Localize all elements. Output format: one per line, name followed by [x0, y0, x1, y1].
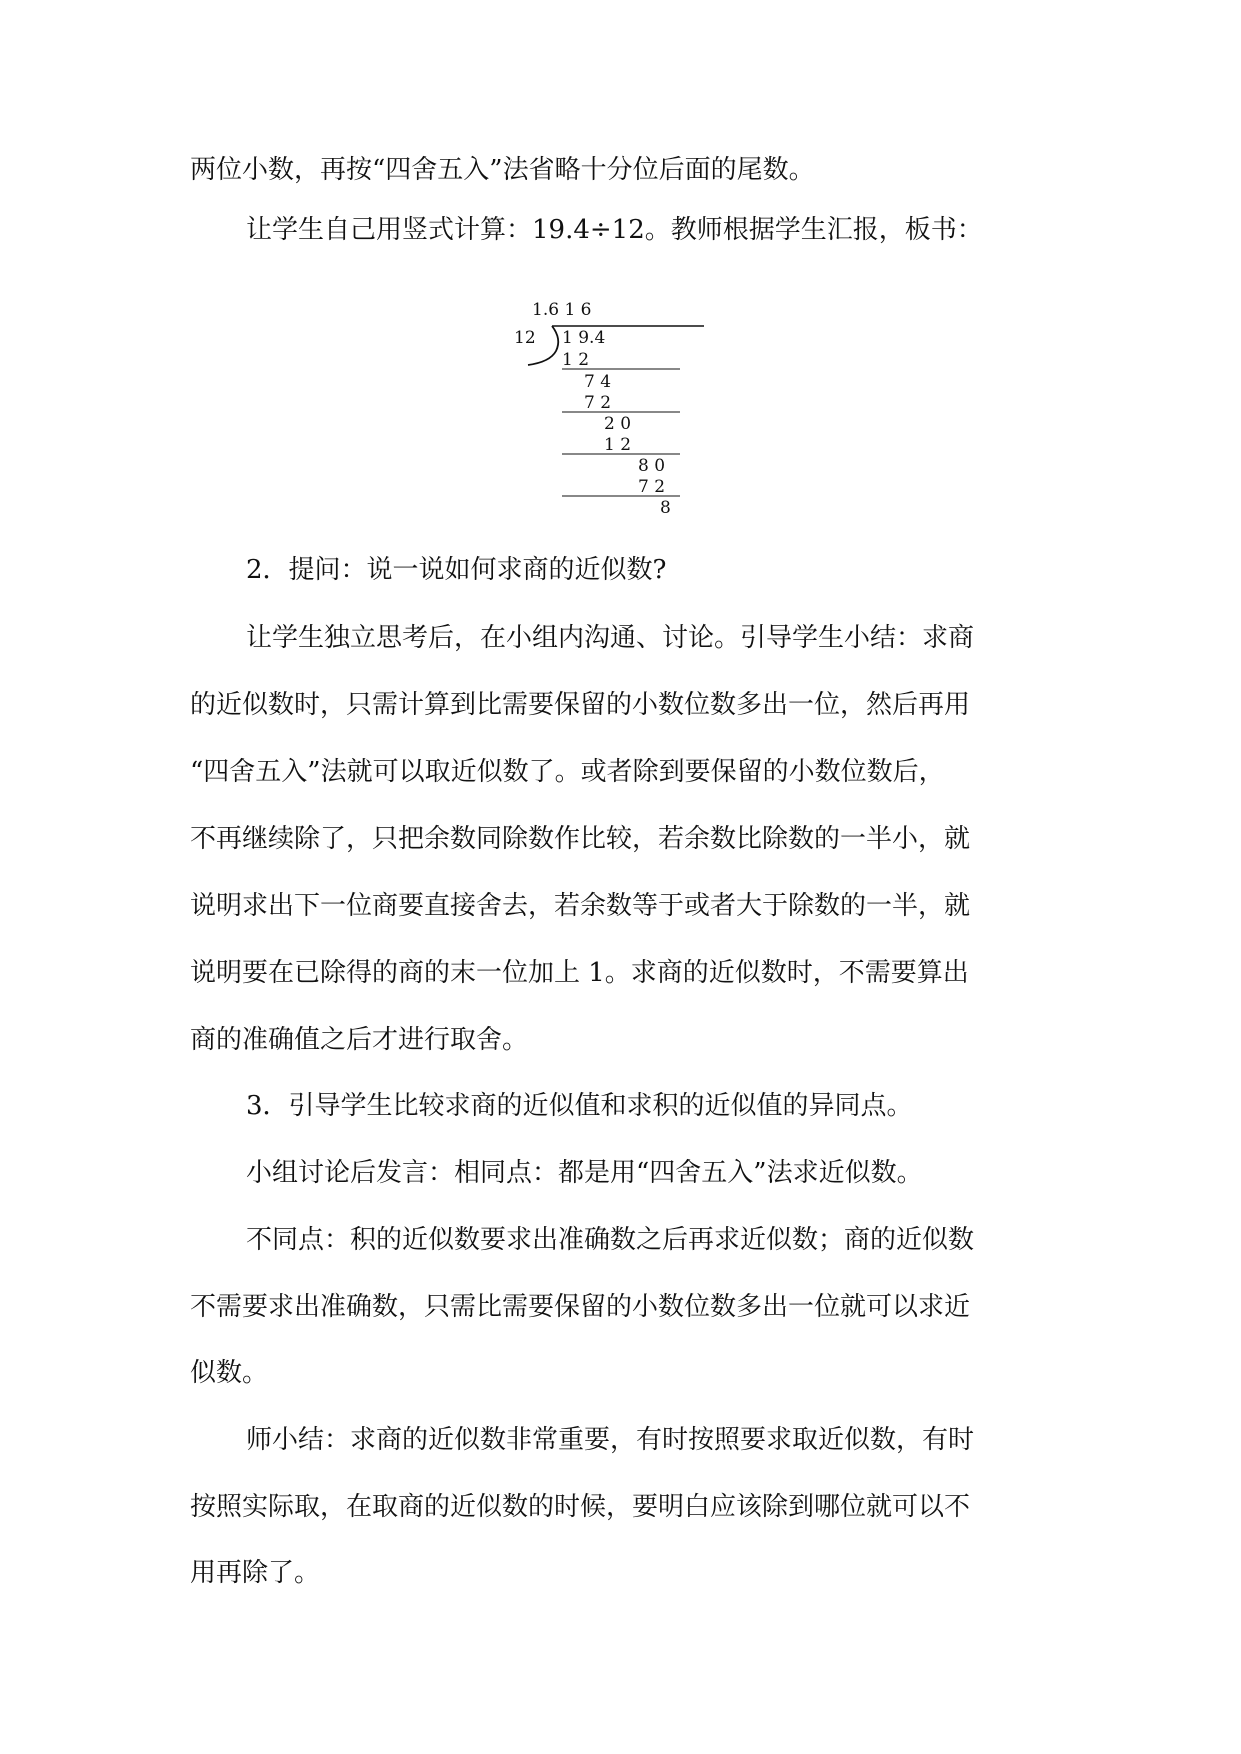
division-step-3: 7 2 [584, 393, 612, 413]
text-line-6: “四舍五入”法就可以取近似数了。或者除到要保留的小数位数后， [190, 757, 945, 787]
text-line-15: 似数。 [190, 1358, 269, 1388]
text-line-3: 2．提问：说一说如何求商的近似数? [246, 555, 667, 585]
text-line-2: 让学生自己用竖式计算：19.4÷12。教师根据学生汇报，板书： [246, 215, 983, 245]
text-line-18: 用再除了。 [190, 1558, 321, 1588]
division-step-7: 7 2 [638, 477, 666, 497]
division-remainder: 8 [660, 498, 671, 518]
long-division-figure [500, 295, 740, 535]
text-line-5: 的近似数时，只需计算到比需要保留的小数位数多出一位，然后再用 [190, 690, 971, 720]
text-line-4: 让学生独立思考后，在小组内沟通、讨论。引导学生小结：求商 [246, 623, 975, 653]
text-line-10: 商的准确值之后才进行取舍。 [190, 1025, 529, 1055]
text-line-14: 不需要求出准确数，只需比需要保留的小数位数多出一位就可以求近 [190, 1292, 971, 1322]
text-line-11: 3．引导学生比较求商的近似值和求积的近似值的异同点。 [246, 1091, 913, 1121]
text-line-8: 说明求出下一位商要直接舍去，若余数等于或者大于除数的一半，就 [190, 891, 971, 921]
division-step-6: 8 0 [638, 456, 666, 476]
text-line-1: 两位小数，再按“四舍五入”法省略十分位后面的尾数。 [190, 155, 815, 185]
division-quotient: 1.6 1 6 [532, 300, 592, 320]
division-dividend: 1 9.4 [562, 328, 606, 348]
division-step-4: 2 0 [604, 414, 632, 434]
division-step-2: 7 4 [584, 372, 612, 392]
long-division-svg [500, 295, 740, 535]
text-line-9: 说明要在已除得的商的末一位加上 1。求商的近似数时，不需要算出 [190, 958, 969, 988]
division-step-1: 1 2 [562, 350, 590, 370]
division-step-5: 1 2 [604, 435, 632, 455]
text-line-7: 不再继续除了，只把余数同除数作比较，若余数比除数的一半小，就 [190, 824, 971, 854]
text-line-16: 师小结：求商的近似数非常重要，有时按照要求取近似数，有时 [246, 1425, 975, 1455]
text-line-12: 小组讨论后发言：相同点：都是用“四舍五入”法求近似数。 [246, 1158, 923, 1188]
text-line-17: 按照实际取，在取商的近似数的时候，要明白应该除到哪位就可以不 [190, 1492, 971, 1522]
text-line-13: 不同点：积的近似数要求出准确数之后再求近似数；商的近似数 [246, 1225, 975, 1255]
division-divisor: 12 [514, 328, 536, 348]
